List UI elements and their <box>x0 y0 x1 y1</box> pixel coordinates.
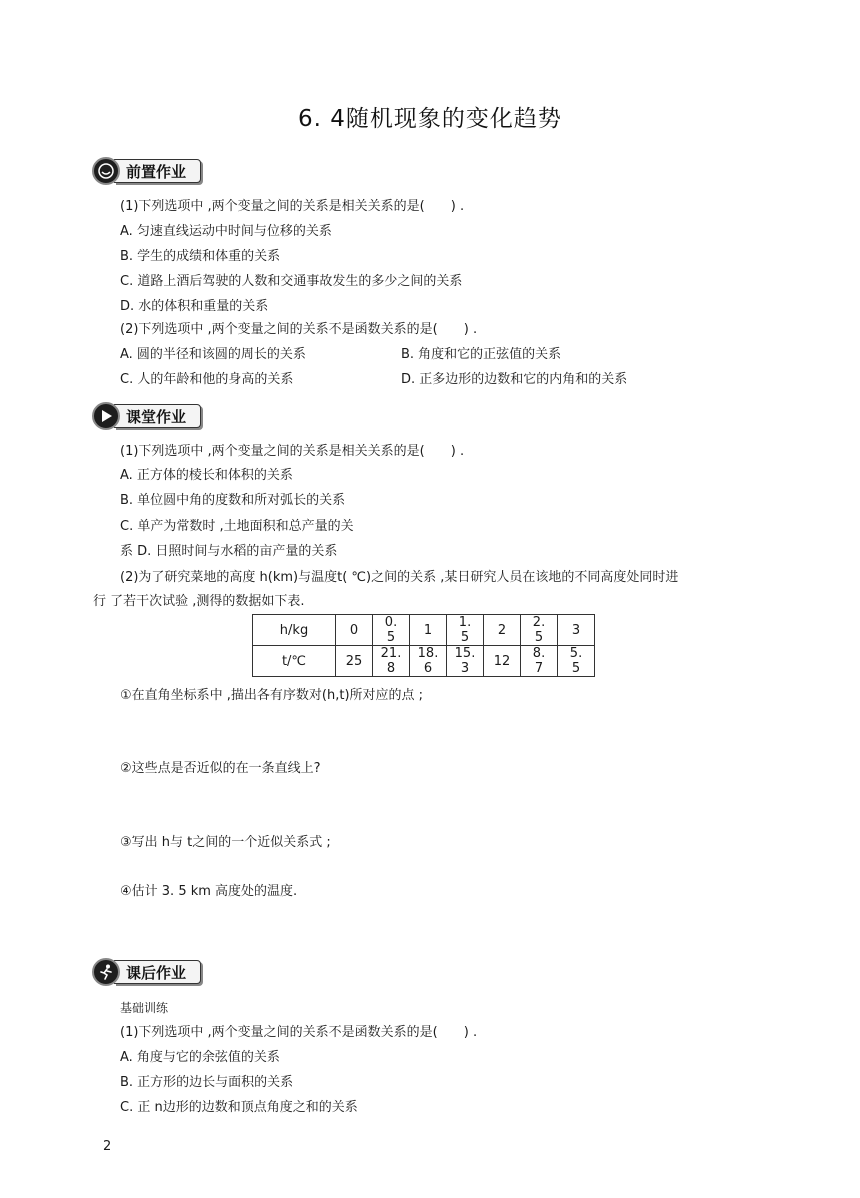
table-header-cell: h/kg <box>253 615 336 646</box>
table-cell: 1 <box>410 615 447 646</box>
smile-icon <box>92 157 120 185</box>
after-q1-option-b: B. 正方形的边长与面积的关系 <box>120 1075 294 1090</box>
pre-q1: (1)下列选项中 ,两个变量之间的关系是相关关系的是( ) . <box>120 199 465 214</box>
table-cell: 5. 5 <box>558 646 595 677</box>
pre-q1-option-b: B. 学生的成绩和体重的关系 <box>120 249 281 264</box>
after-q1-option-a: A. 角度与它的余弦值的关系 <box>120 1050 280 1065</box>
class-q1-option-cd: 系 D. 日照时间与水稻的亩产量的关系 <box>120 544 338 559</box>
pre-q2-option-b: B. 角度和它的正弦值的关系 <box>401 347 562 362</box>
after-q1-option-c: C. 正 n边形的边数和顶点角度之和的关系 <box>120 1100 358 1115</box>
section-label-class: 课堂作业 <box>114 404 201 428</box>
table-cell: 15. 3 <box>447 646 484 677</box>
pre-q2: (2)下列选项中 ,两个变量之间的关系不是函数关系的是( ) . <box>120 322 478 337</box>
table-cell: 2. 5 <box>521 615 558 646</box>
table-cell: 1. 5 <box>447 615 484 646</box>
table-cell: 0 <box>336 615 373 646</box>
page-number: 2 <box>103 1139 112 1154</box>
pre-q1-option-c: C. 道路上酒后驾驶的人数和交通事故发生的多少之间的关系 <box>120 274 463 289</box>
running-person-icon <box>92 958 120 986</box>
section-label-after: 课后作业 <box>114 960 201 984</box>
pre-q1-option-d: D. 水的体积和重量的关系 <box>120 299 269 314</box>
table-cell: 18. 6 <box>410 646 447 677</box>
section-badge-class <box>92 401 201 431</box>
section-badge-after <box>92 957 201 987</box>
after-q1: (1)下列选项中 ,两个变量之间的关系不是函数关系的是( ) . <box>120 1025 478 1040</box>
table-row <box>253 646 595 677</box>
class-subq1: ①在直角坐标系中 ,描出各有序数对(h,t)所对应的点 ; <box>120 688 424 703</box>
table-cell: 21. 8 <box>373 646 410 677</box>
class-q1-option-c: C. 单产为常数时 ,土地面积和总产量的关 <box>120 519 354 534</box>
table-cell: 0. 5 <box>373 615 410 646</box>
after-subtitle: 基础训练 <box>120 1001 169 1015</box>
class-subq2: ②这些点是否近似的在一条直线上? <box>120 761 321 776</box>
pre-q2-option-a: A. 圆的半径和该圆的周长的关系 <box>120 347 306 362</box>
class-q2-line2: 行 了若干次试验 ,测得的数据如下表. <box>93 594 305 609</box>
pre-q1-option-a: A. 匀速直线运动中时间与位移的关系 <box>120 224 332 239</box>
table-cell: 8. 7 <box>521 646 558 677</box>
class-q1-option-b: B. 单位圆中角的度数和所对弧长的关系 <box>120 493 346 508</box>
play-icon <box>92 402 120 430</box>
table-header-cell: t/℃ <box>253 646 336 677</box>
class-q1-option-a: A. 正方体的棱长和体积的关系 <box>120 468 293 483</box>
section-badge-pre <box>92 156 201 186</box>
class-subq3: ③写出 h与 t之间的一个近似关系式 ; <box>120 835 331 850</box>
page-title: 6. 4随机现象的变化趋势 <box>298 106 562 132</box>
data-table <box>252 614 595 677</box>
table-row <box>253 615 595 646</box>
pre-q2-option-d: D. 正多边形的边数和它的内角和的关系 <box>401 372 628 387</box>
section-label-pre: 前置作业 <box>114 159 201 183</box>
table-cell: 12 <box>484 646 521 677</box>
class-q2-line1: (2)为了研究菜地的高度 h(km)与温度t( ℃)之间的关系 ,某日研究人员在该地的不同高度处同时进 <box>120 570 679 585</box>
table-cell: 25 <box>336 646 373 677</box>
class-subq4: ④估计 3. 5 km 高度处的温度. <box>120 884 298 899</box>
pre-q2-option-c: C. 人的年龄和他的身高的关系 <box>120 372 294 387</box>
table-cell: 2 <box>484 615 521 646</box>
class-q1: (1)下列选项中 ,两个变量之间的关系是相关关系的是( ) . <box>120 444 465 459</box>
table-cell: 3 <box>558 615 595 646</box>
